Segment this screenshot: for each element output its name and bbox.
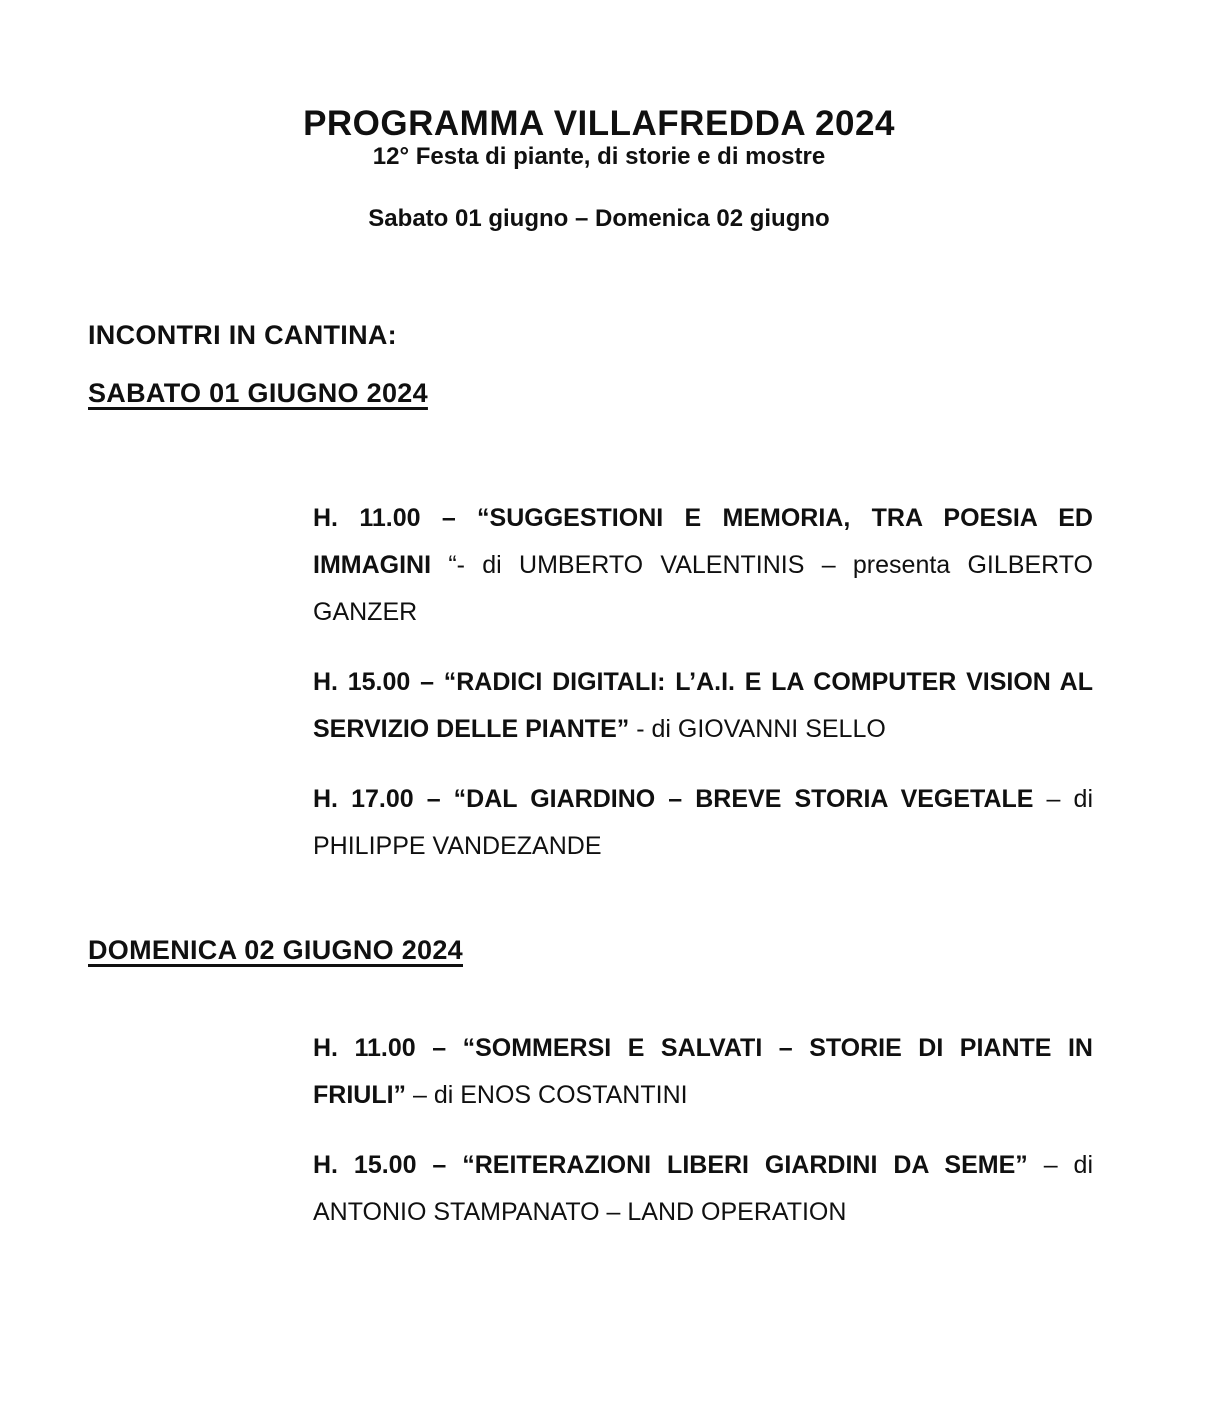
day-heading-sabato: SABATO 01 GIUGNO 2024 (88, 378, 428, 408)
document-date-range: Sabato 01 giugno – Domenica 02 giugno (368, 205, 830, 232)
event-speaker-text: – di ENOS COSTANTINI (406, 1081, 688, 1109)
event-title-bold: H. 15.00 – “REITERAZIONI LIBERI GIARDINI DA SEME” (313, 1151, 1028, 1179)
section-heading-incontri: INCONTRI IN CANTINA: (88, 320, 397, 350)
document-title: PROGRAMMA VILLAFREDDA 2024 (303, 104, 895, 143)
event-title-bold: H. 17.00 – “DAL GIARDINO – BREVE STORIA VEGETALE (313, 785, 1034, 813)
event-title-bold: H. 11.00 – “SUGGESTIONI E MEMORIA, TRA POESIA ED IMMAGINI (313, 504, 1093, 579)
sunday-events (313, 1025, 1093, 1236)
event-speaker-text: – di ANTONIO STAMPANATO – LAND OPERATION (313, 1151, 1094, 1226)
event-speaker-text: - di GIOVANNI SELLO (629, 715, 886, 743)
event-dal-giardino (313, 776, 1093, 870)
event-speaker-text: “- di UMBERTO VALENTINIS – presenta GILBERTO GANZER (313, 551, 1093, 626)
event-speaker-text: – di PHILIPPE VANDEZANDE (313, 785, 1093, 860)
event-suggestioni-e-memoria (313, 495, 1093, 636)
event-title-bold: H. 11.00 – “SOMMERSI E SALVATI – STORIE DI PIANTE IN FRIULI” (313, 1034, 1093, 1109)
event-radici-digitali (313, 659, 1093, 753)
saturday-events (313, 495, 1093, 870)
document-subtitle: 12° Festa di piante, di storie e di mostre (372, 143, 826, 170)
event-sommersi-e-salvati (313, 1025, 1093, 1119)
event-reiterazioni-liberi-giardini (313, 1142, 1093, 1236)
event-title-bold: H. 15.00 – “RADICI DIGITALI: L’A.I. E LA COMPUTER VISION AL SERVIZIO DELLE PIANTE” (313, 668, 1093, 743)
day-heading-domenica: DOMENICA 02 GIUGNO 2024 (88, 935, 463, 965)
